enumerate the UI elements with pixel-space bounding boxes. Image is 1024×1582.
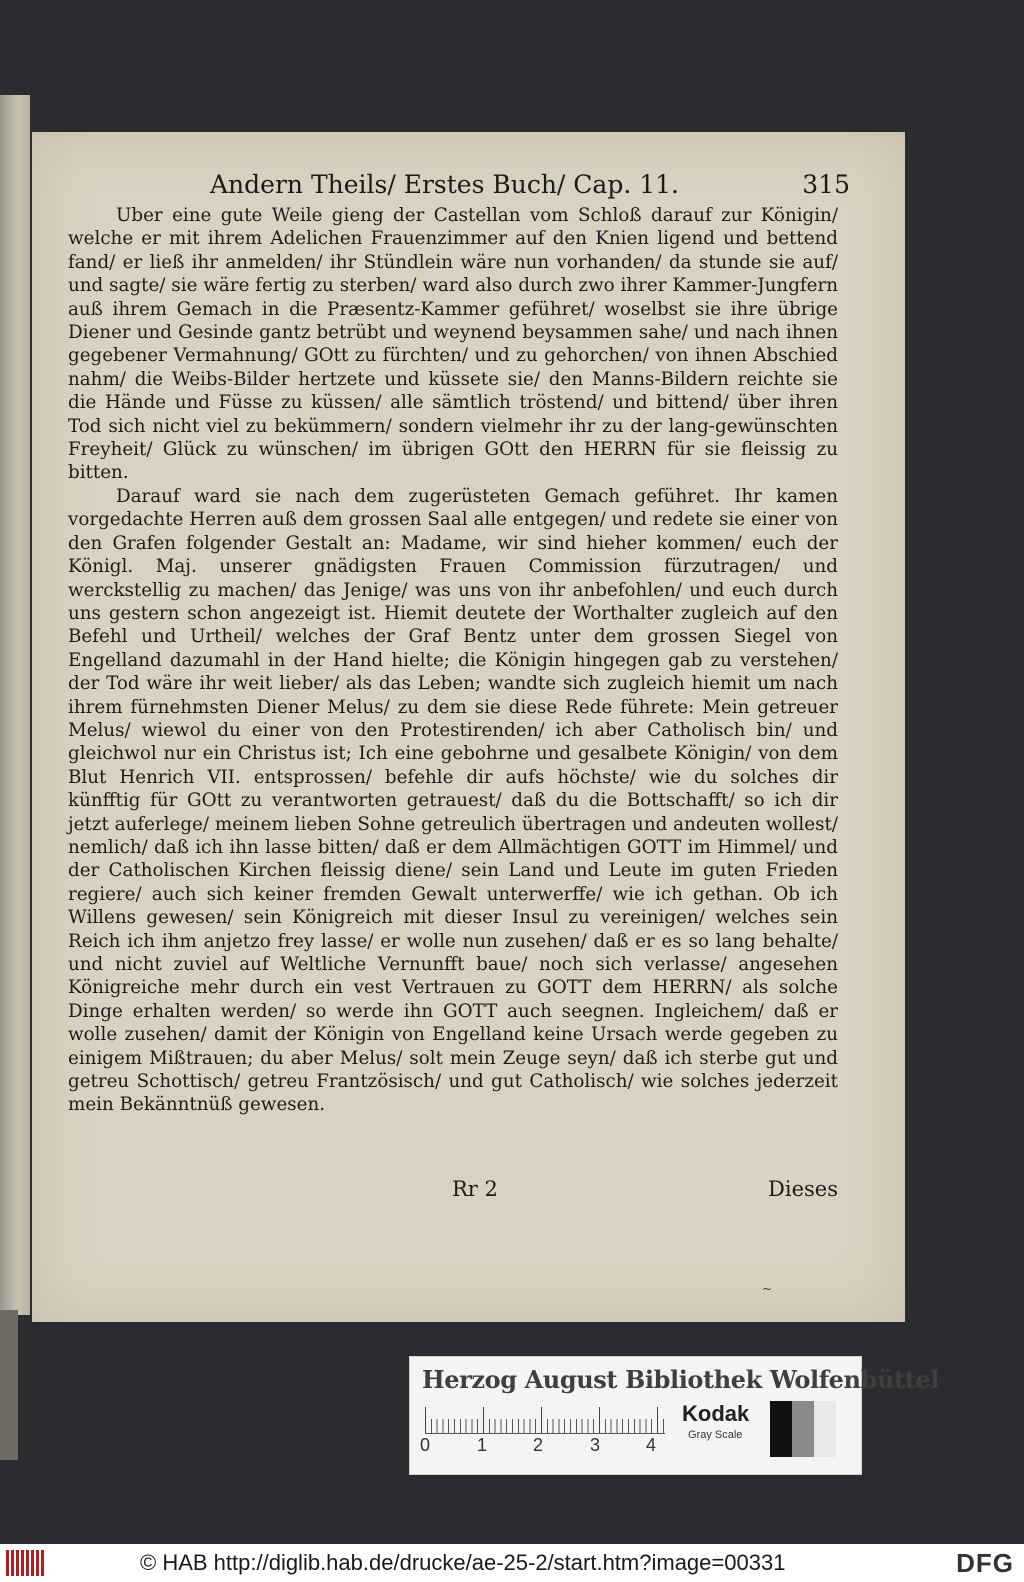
body-text	[68, 204, 838, 1117]
signature-mark: Rr 2	[452, 1177, 498, 1201]
paragraph-1: Uber eine gute Weile gieng der Castellan vom Schloß darauf zur Königin/ welche er mit ihrem Adelichen Frauenzimmer auf den Knien ligend und bettend fand/ er ließ ihr anmelden/ ihr Stündlein wäre nun vorhanden/ da stunde sie auf/ und sagte/ sie wäre fertig zu sterben/ ward also durch zwo ihrer Kammer-Jungfern auß ihrem Gemach in die Præsentz-Kammer geführet/ woselbst sie ihre übrige Diener und Gesinde gantz betrübt und weynend beysammen sahe/ und nach ihnen gegebener Vermahnung/ GOtt zu fürchten/ und zu gehorchen/ von ihnen Abschied nahm/ die Weibs-Bilder hertzete und küssete sie/ den Manns-Bildern reichte sie die Hände und Füsse zu küssen/ alle sämtlich tröstend/ und bittend/ über ihren Tod sich nicht viel zu bekümmern/ sondern vielmehr ihr zu der lang-gewünschten Freyheit/ Glück zu wünschen/ im übrigen GOtt den HERRN für sie fleissig zu bitten.	[68, 205, 838, 484]
gray-patch-light	[814, 1401, 836, 1457]
gray-patch-dark	[770, 1401, 792, 1457]
scale-number-4: 4	[646, 1435, 657, 1455]
gray-scale-card	[409, 1356, 939, 1475]
scale-number-3: 3	[590, 1435, 601, 1455]
adjacent-pages-shadow	[0, 1310, 18, 1460]
gray-patch-mid	[792, 1401, 814, 1457]
scale-number-1: 1	[477, 1435, 488, 1455]
header-title: Andern Theils/ Erstes Buch/ Cap. 11.	[210, 170, 679, 199]
adjacent-pages-edge	[0, 95, 30, 1315]
paragraph-2: Darauf ward sie nach dem zugerüsteten Gemach geführet. Ihr kamen vorgedachte Herren auß dem grossen Saal alle entgegen/ und redete sie einer von den Grafen folgender Gestalt an: Madame, wir sind hieher kommen/ euch der Königl. Maj. unserer gnädigsten Frauen Commission fürzutragen/ und werckstellig zu machen/ das Jenige/ was uns von ihr anbefohlen/ und euch durch uns gestern schon angezeigt ist. Hiemit deutete der Worthalter zugleich auf den Befehl und Urtheil/ welches der Graf Bentz unter dem grossen Siegel von Engelland dazumahl in der Hand hielte; die Königin hingegen gab zu verstehen/ der Tod wäre ihr weit lieber/ als das Leben; wandte sich zugleich hiemit um nach ihrem fürnehmsten Diener Melus/ zu dem sie diese Rede führete: Mein getreuer Melus/ wiewol du einer von den Protestirenden/ ich aber Catholisch bin/ und gleichwol nur ein Christus ist; Ich eine gebohrne und gesalbete Königin/ von dem Blut Henrich VII. entsprossen/ befehle dir aufs höchste/ wie du solches dir künfftig für GOtt zu verantworten getrauest/ daß du die Bottschafft/ so ich dir jetzt auferlege/ meinem lieben Sohne getreulich übertragen und andeuten wollest/ nemlich/ daß ich ihn lasse bitten/ daß er dem Allmächtigen GOTT im Himmel/ und der Catholischen Kirchen fleissig diene/ sein Land und Leute im guten Frieden regiere/ auch sich keiner fremden Gewalt unterwerffe/ wie ich gethan. Ob ich Willens gewesen/ sein Königreich mit dieser Insul zu vereinigen/ welches sein Reich ich ihm anjetzo frey lasse/ er wolle nun zusehen/ daß er es so lang behalte/ und nicht zuviel auf Weltliche Vernunfft baue/ noch sich verlasse/ angesehen Königreiche mehr durch ein vest Vertrauen zu GOTT dem HERRN/ als solche Dinge erhalten werden/ so werde ihn GOTT auch seegnen. Ingleichem/ daß er wolle zusehen/ damit der Königin von Engelland keine Ursach werde gegeben zu einigem Mißtrauen; du aber Melus/ solt mein Zeuge seyn/ daß ich sterbe gut und getreu Schottisch/ getreu Frantzösisch/ und gut Catholisch/ wie solches jederzeit mein Bekänntnüß gewesen.	[68, 485, 838, 1116]
library-name: Herzog August Bibliothek Wolfenbüttel	[422, 1365, 939, 1394]
barcode-icon	[6, 1550, 46, 1576]
scale-number-0: 0	[420, 1435, 431, 1455]
gray-scale-label: Gray Scale	[688, 1429, 743, 1441]
kodak-brand: Kodak	[682, 1401, 750, 1426]
footer-bar	[0, 1544, 1024, 1582]
scale-number-2: 2	[533, 1435, 544, 1455]
page-footer	[68, 1177, 838, 1207]
catchword: Dieses	[768, 1177, 838, 1201]
page-number: 315	[802, 170, 850, 199]
stray-mark: ~	[762, 1282, 773, 1296]
dfg-logo: DFG	[956, 1548, 1014, 1578]
scale-ruler	[425, 1407, 665, 1434]
book-page	[32, 132, 905, 1322]
credit-url[interactable]: © HAB http://diglib.hab.de/drucke/ae-25-2/start.htm?image=00331	[140, 1550, 786, 1575]
running-header	[210, 170, 850, 204]
